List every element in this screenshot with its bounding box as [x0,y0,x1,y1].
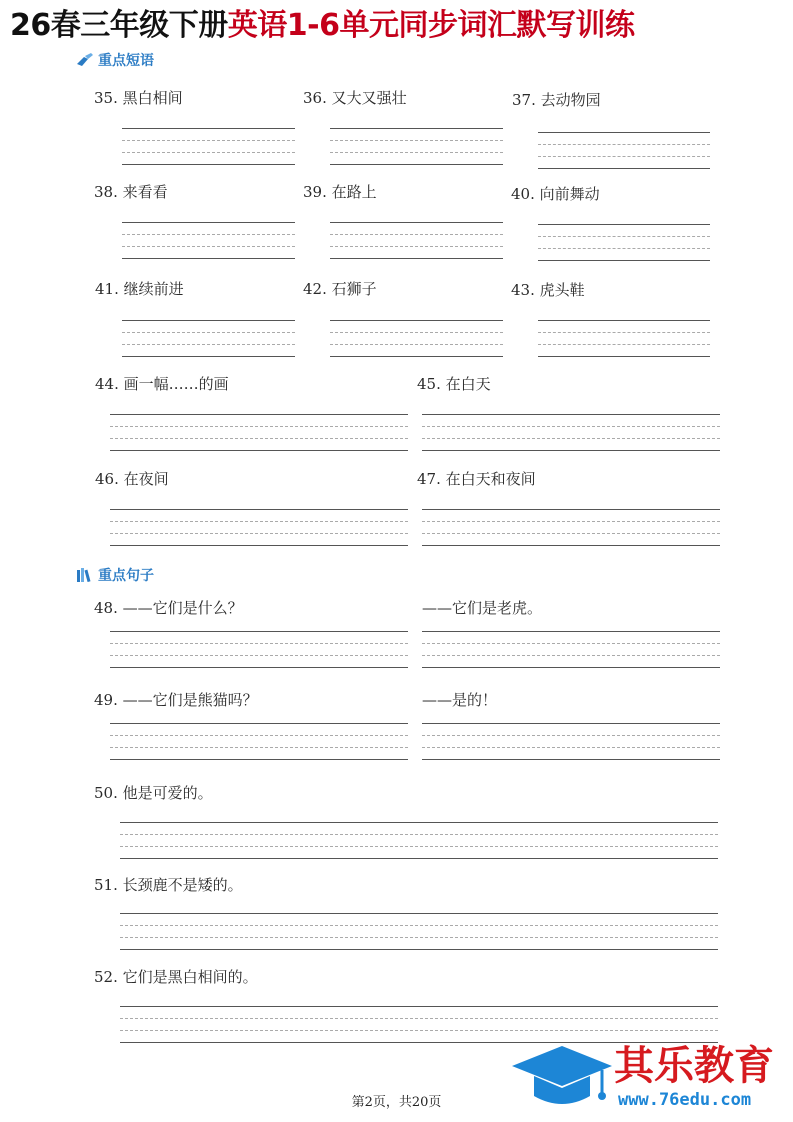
phrase-item [303,182,505,202]
page-title-topic: 英语1-6单元同步词汇默写训练 [227,8,635,43]
books-icon [76,568,94,582]
phrase-item [511,280,713,300]
phrase-label: 37. 去动物园 [512,91,601,109]
phrase-label: 38. 来看看 [94,183,168,201]
writing-grid [120,1006,718,1042]
writing-grid [120,913,718,949]
writing-grid [122,128,295,164]
phrase-item [417,469,722,489]
writing-grid [538,224,710,260]
brand-url: www.76edu.com [618,1090,752,1110]
section-heading-phrases [76,51,154,71]
sentence-item [422,690,722,710]
page-number: 第2页，共20页 [351,1095,442,1110]
writing-grid [330,222,503,258]
section-heading-sentences [76,566,154,586]
sentence-item [94,690,414,710]
phrase-label: 35. 黑白相间 [94,89,183,107]
writing-grid [422,631,720,667]
writing-grid [330,128,503,164]
phrase-label: 39. 在路上 [303,183,377,201]
sentence-label: 48. ——它们是什么？ [94,599,243,617]
section-heading-phrases-label: 重点短语 [98,53,154,69]
sentence-label: 51. 长颈鹿不是矮的。 [94,876,243,894]
phrase-label: 36. 又大又强壮 [303,89,407,107]
phrase-item [303,88,505,108]
phrase-label: 41. 继续前进 [95,280,184,298]
sentence-item [422,598,722,618]
phrase-item [303,279,505,299]
phrase-item [417,374,722,394]
sentence-label: 49. ——它们是熊猫吗？ [94,691,258,709]
phrase-label: 44. 画一幅……的画 [95,375,229,393]
phrase-label: 42. 石狮子 [303,280,377,298]
writing-grid [110,509,408,545]
phrase-label: 43. 虎头鞋 [511,281,585,299]
writing-grid [110,414,408,450]
sentence-item [94,875,714,895]
brand-name: 其乐教育 [614,1043,774,1089]
page-title [10,4,790,48]
writing-grid [330,320,503,356]
sentence-label: ——是的！ [422,691,498,709]
phrase-label: 40. 向前舞动 [511,185,600,203]
sentence-item [94,598,414,618]
writing-grid [422,723,720,759]
sentence-label: 50. 他是可爱的。 [94,784,213,802]
writing-grid [422,414,720,450]
phrase-item [95,279,297,299]
graduation-cap-icon [510,1040,614,1118]
phrase-item [511,184,713,204]
phrase-item [95,374,405,394]
phrase-label: 45. 在白天 [417,375,491,393]
writing-grid [120,822,718,858]
writing-grid [122,320,295,356]
writing-grid [110,631,408,667]
phrase-label: 46. 在夜间 [95,470,169,488]
writing-grid [122,222,295,258]
phrase-item [94,88,296,108]
phrase-item [94,182,296,202]
section-heading-sentences-label: 重点句子 [98,568,154,584]
sentence-item [94,783,714,803]
writing-grid [538,132,710,168]
sentence-label: 52. 它们是黑白相间的。 [94,968,258,986]
writing-grid [538,320,710,356]
sentence-item [94,967,714,987]
page-title-grade: 26春三年级下册 [10,8,228,43]
phrase-item [512,90,714,110]
writing-grid [110,723,408,759]
sentence-label: ——它们是老虎。 [422,599,543,617]
book-pen-icon [76,53,94,67]
phrase-item [95,469,405,489]
writing-grid [422,509,720,545]
watermark-logo [510,1040,793,1118]
phrase-label: 47. 在白天和夜间 [417,470,536,488]
